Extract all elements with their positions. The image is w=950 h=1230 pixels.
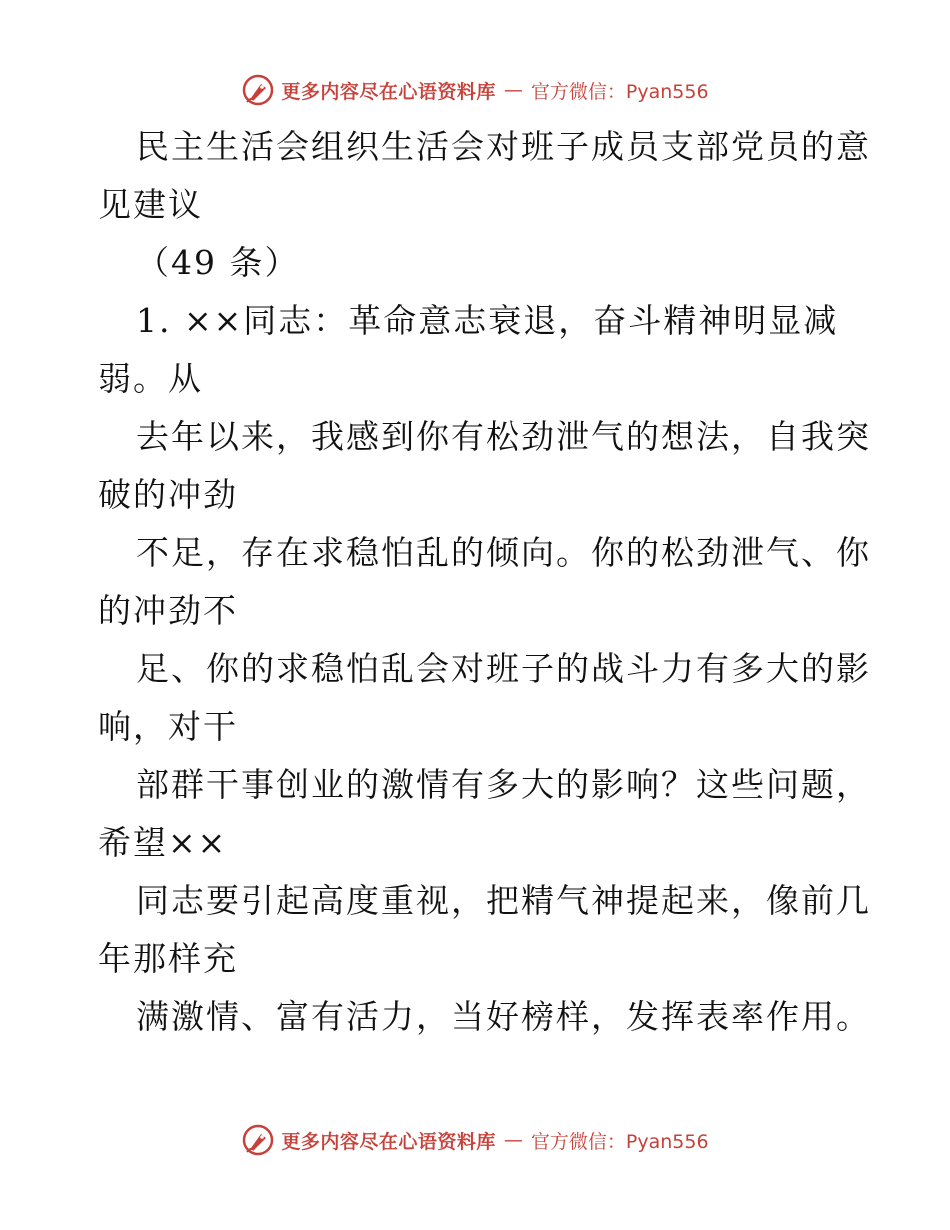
text-line: 1. ××同志：革命意志衰退，奋斗精神明显减 (136, 301, 839, 340)
footer-watermark (0, 1122, 950, 1158)
text-line: 见建议 (98, 185, 203, 224)
text-line: 民主生活会组织生活会对班子成员支部党员的意 (136, 127, 871, 166)
watermark-contact: 官方微信：Pyan556 (530, 1130, 709, 1153)
watermark-site-text: 更多内容尽在心语资料库 (281, 1130, 496, 1153)
text-line: 希望×× (98, 823, 228, 862)
document-body (98, 118, 871, 1046)
pen-nib-circle-icon (241, 73, 275, 107)
watermark-dash: — (503, 79, 523, 101)
watermark-site-text: 更多内容尽在心语资料库 (281, 80, 496, 103)
text-line: 不足，存在求稳怕乱的倾向。你的松劲泄气、你 (136, 533, 871, 572)
text-line: 同志要引起高度重视，把精气神提起来，像前几 (136, 881, 871, 920)
pen-nib-circle-icon (241, 1123, 275, 1157)
text-line: 足、你的求稳怕乱会对班子的战斗力有多大的影 (136, 649, 871, 688)
header-watermark (0, 72, 950, 108)
text-line: 弱。从 (98, 359, 203, 398)
text-line: 部群干事创业的激情有多大的影响？这些问题， (136, 765, 871, 804)
text-line: 响，对干 (98, 707, 238, 746)
text-line: 破的冲劲 (98, 475, 238, 514)
text-line: 年那样充 (98, 939, 238, 978)
watermark-dash: — (503, 1129, 523, 1151)
text-line: 去年以来，我感到你有松劲泄气的想法，自我突 (136, 417, 871, 456)
text-line: 满激情、富有活力，当好榜样，发挥表率作用。 (136, 997, 871, 1036)
text-line: 的冲劲不 (98, 591, 238, 630)
watermark-contact: 官方微信：Pyan556 (530, 80, 709, 103)
item-count: （49 条） (136, 243, 300, 282)
